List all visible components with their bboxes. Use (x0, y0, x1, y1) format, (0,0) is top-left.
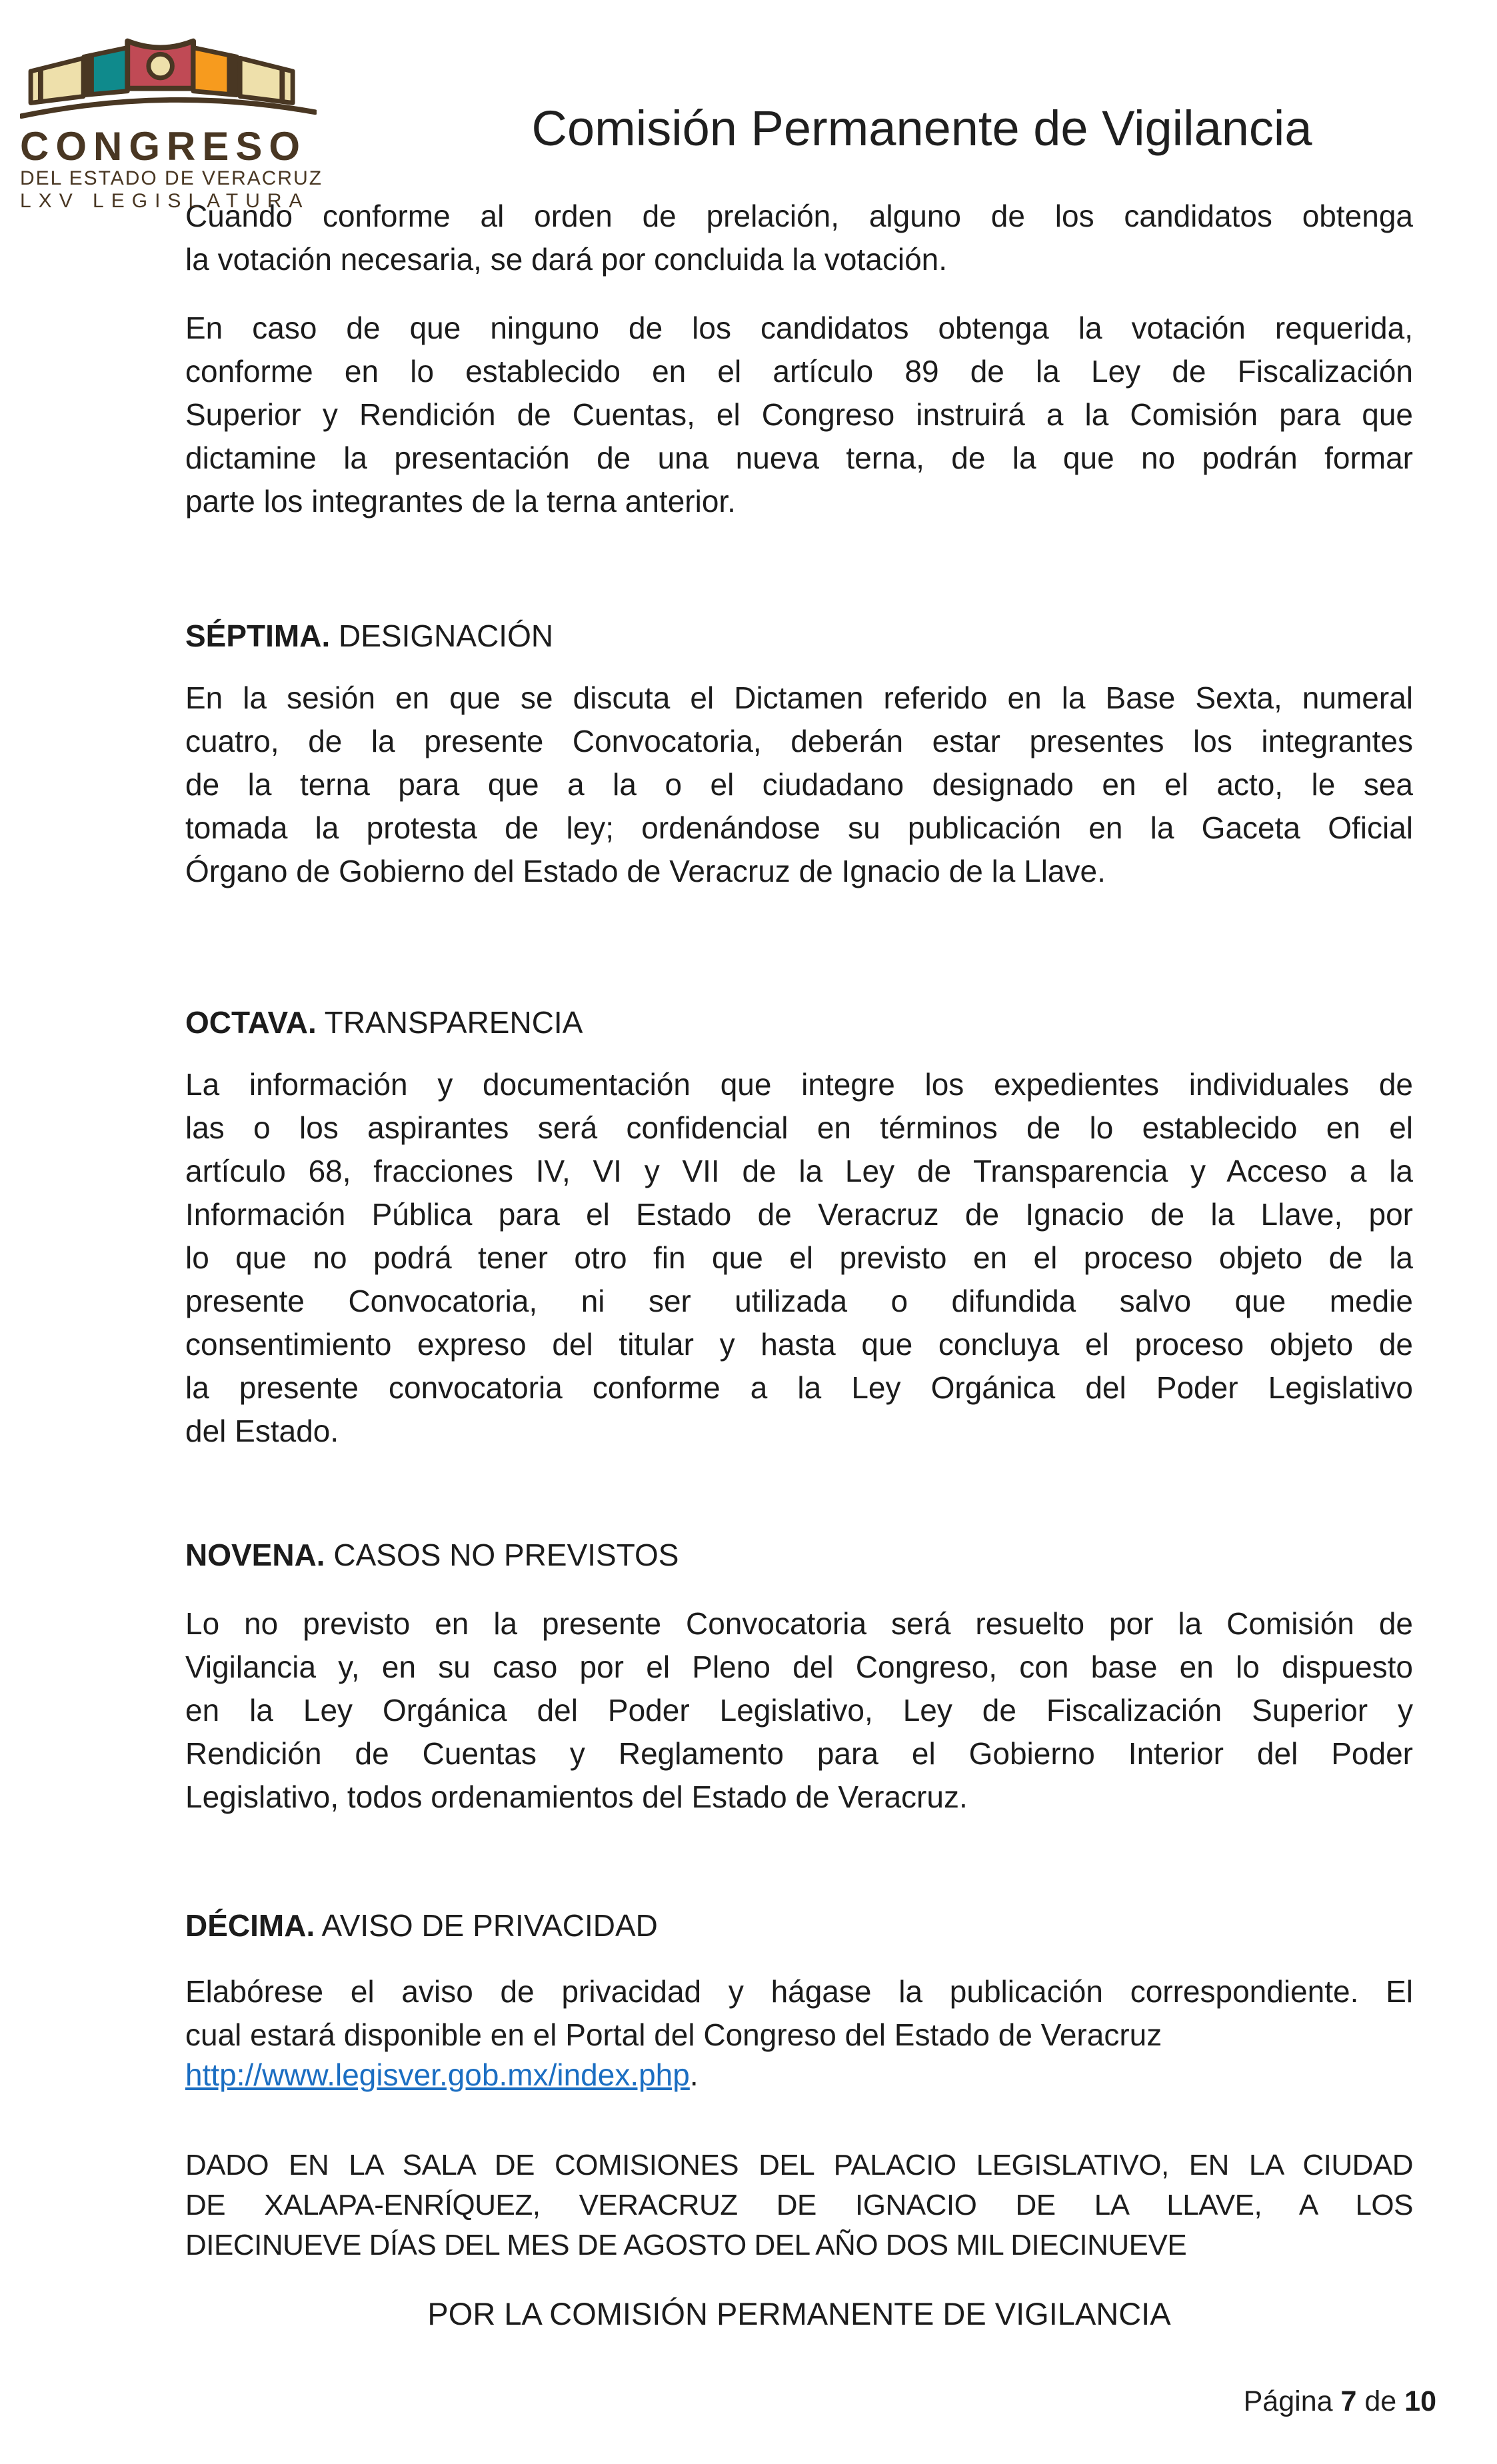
text-line: Información Pública para el Estado de Veracruz de Ignacio de la Llave, por (185, 1197, 1413, 1232)
issuance-paragraph (185, 2145, 1413, 2265)
privacy-policy-link[interactable]: http://www.legisver.gob.mx/index.php (185, 2057, 690, 2092)
link-suffix: . (689, 2057, 699, 2092)
section-paragraph-decima (185, 1970, 1413, 2057)
page-number-current: 7 (1340, 2385, 1357, 2417)
heading-number: NOVENA. (185, 1538, 325, 1572)
text-line: En la sesión en que se discuta el Dictamen referido en la Base Sexta, numeral (185, 680, 1413, 715)
page-number-of: de (1364, 2385, 1397, 2417)
text-line: artículo 68, fracciones IV, VI y VII de la Ley de Transparencia y Acceso a la (185, 1154, 1413, 1188)
section-paragraph-octava (185, 1063, 1413, 1453)
text-line: Órgano de Gobierno del Estado de Veracruz de Ignacio de la Llave. (185, 854, 1106, 888)
text-line: DIECINUEVE DÍAS DEL MES DE AGOSTO DEL AÑO DOS MIL DIECINUEVE (185, 2229, 1187, 2261)
text-line: La información y documentación que integre los expedientes individuales de (185, 1067, 1413, 1102)
heading-number: OCTAVA. (185, 1005, 317, 1040)
section-paragraph-septima (185, 676, 1413, 893)
intro-paragraph-1 (185, 195, 1413, 281)
text-line: presente Convocatoria, ni ser utilizada o difundida salvo que medie (185, 1284, 1413, 1318)
text-line: Superior y Rendición de Cuentas, el Congreso instruirá a la Comisión para que (185, 397, 1413, 432)
text-line: Elabórese el aviso de privacidad y hágase la publicación correspondiente. El (185, 1974, 1413, 2009)
page-number-total: 10 (1404, 2385, 1436, 2417)
text-line: en la Ley Orgánica del Poder Legislativo, Ley de Fiscalización Superior y (185, 1693, 1413, 1728)
closing-line: POR LA COMISIÓN PERMANENTE DE VIGILANCIA (427, 2296, 1171, 2331)
text-line: Legislativo, todos ordenamientos del Estado de Veracruz. (185, 1780, 968, 1814)
document-title: Comisión Permanente de Vigilancia (531, 101, 1312, 156)
heading-title: AVISO DE PRIVACIDAD (321, 1908, 658, 1943)
heading-title: DESIGNACIÓN (339, 618, 554, 653)
logo-subtitle: DEL ESTADO DE VERACRUZ (20, 167, 323, 189)
section-paragraph-novena (185, 1602, 1413, 1819)
page-number-label: Página (1243, 2385, 1333, 2417)
congress-logo (20, 19, 323, 212)
text-line: tomada la protesta de ley; ordenándose su publicación en la Gaceta Oficial (185, 810, 1413, 845)
text-line: parte los integrantes de la terna anterior. (185, 484, 736, 519)
section-heading-octava (185, 1001, 1413, 1044)
text-line: Rendición de Cuentas y Reglamento para el Gobierno Interior del Poder (185, 1736, 1413, 1771)
text-line: cual estará disponible en el Portal del Congreso del Estado de Veracruz (185, 2017, 1162, 2052)
text-line: del Estado. (185, 1414, 339, 1448)
page-footer (185, 2383, 1436, 2420)
heading-title: TRANSPARENCIA (324, 1005, 583, 1040)
heading-title: CASOS NO PREVISTOS (333, 1538, 679, 1572)
heading-number: DÉCIMA. (185, 1908, 315, 1943)
text-line: Cuando conforme al orden de prelación, alguno de los candidatos obtenga (185, 199, 1413, 233)
section-heading-decima (185, 1904, 1413, 1947)
text-line: consentimiento expreso del titular y hasta que concluya el proceso objeto de (185, 1327, 1413, 1362)
text-line: DE XALAPA-ENRÍQUEZ, VERACRUZ DE IGNACIO DE LA LLAVE, A LOS (185, 2189, 1413, 2221)
text-line: las o los aspirantes será confidencial en términos de lo establecido en el (185, 1110, 1413, 1145)
intro-paragraph-2 (185, 307, 1413, 523)
section-heading-septima (185, 615, 1413, 658)
text-line: dictamine la presentación de una nueva terna, de la que no podrán formar (185, 441, 1413, 475)
text-line: conforme en lo establecido en el artículo 89 de la Ley de Fiscalización (185, 354, 1413, 389)
text-line: Lo no previsto en la presente Convocatoria será resuelto por la Comisión de (185, 1606, 1413, 1641)
text-line: la votación necesaria, se dará por concluida la votación. (185, 242, 948, 277)
text-line: Vigilancia y, en su caso por el Pleno del Congreso, con base en lo dispuesto (185, 1650, 1413, 1684)
text-line: cuatro, de la presente Convocatoria, deberán estar presentes los integrantes (185, 724, 1413, 758)
privacy-link-line (185, 2057, 1413, 2093)
text-line: la presente convocatoria conforme a la Ley Orgánica del Poder Legislativo (185, 1370, 1413, 1405)
page-header (0, 0, 1497, 212)
heading-number: SÉPTIMA. (185, 618, 331, 653)
text-line: lo que no podrá tener otro fin que el previsto en el proceso objeto de la (185, 1240, 1413, 1275)
text-line: de la terna para que a la o el ciudadano designado en el acto, le sea (185, 767, 1413, 802)
section-heading-novena (185, 1534, 1413, 1577)
congress-emblem-icon (20, 19, 317, 125)
text-line: En caso de que ninguno de los candidatos obtenga la votación requerida, (185, 311, 1413, 345)
logo-wordmark: CONGRESO (20, 124, 307, 169)
logo-legislature: LXV LEGISLATURA (20, 190, 310, 212)
text-line: DADO EN LA SALA DE COMISIONES DEL PALACIO LEGISLATIVO, EN LA CIUDAD (185, 2149, 1413, 2181)
